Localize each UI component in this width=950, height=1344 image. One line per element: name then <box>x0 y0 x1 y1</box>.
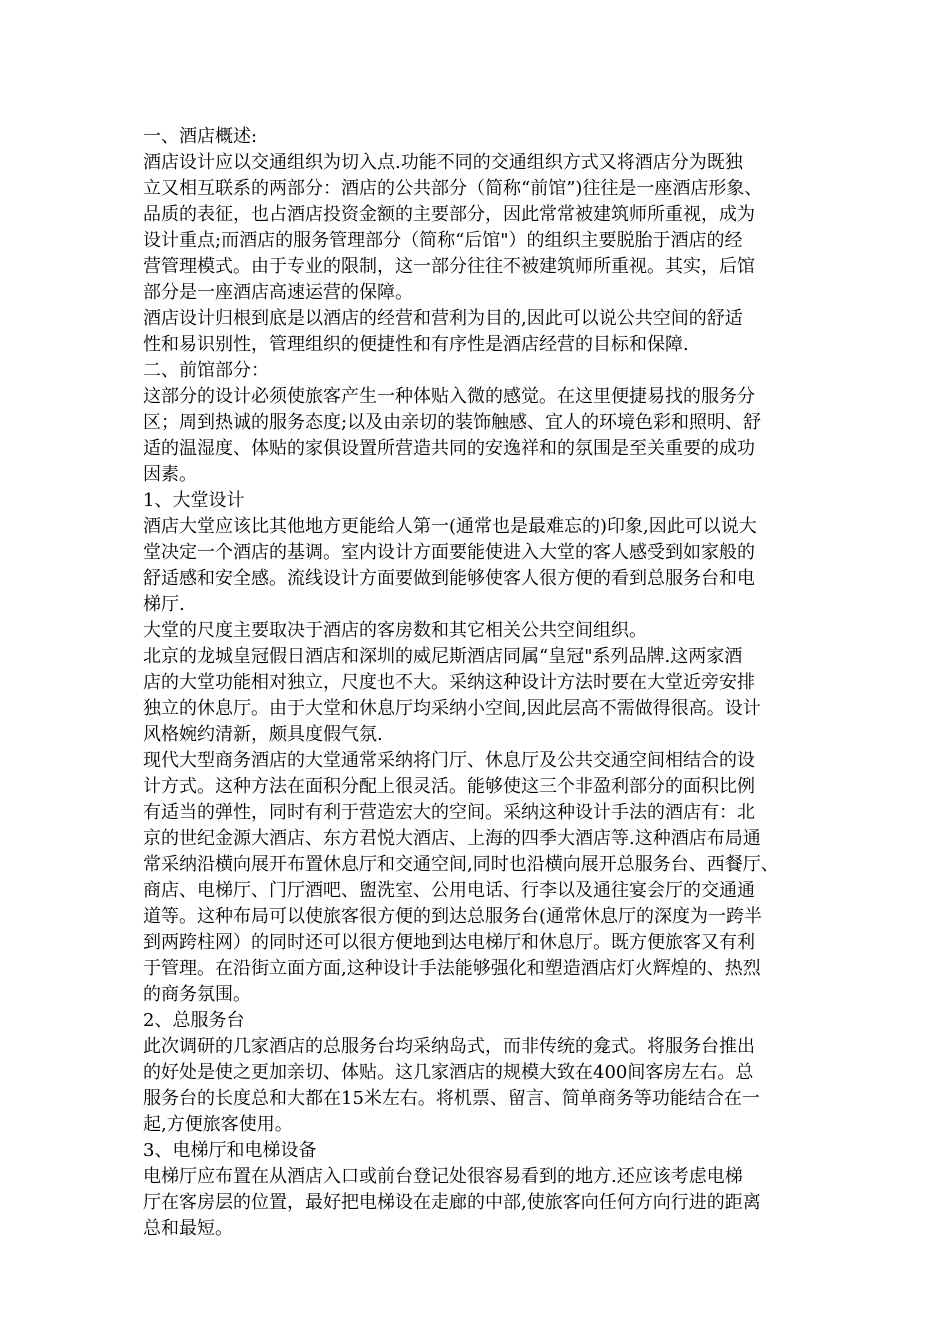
text-line: 起,方便旅客使用。 <box>143 1114 293 1135</box>
text-line: 的好处是使之更加亲切、体贴。这几家酒店的规模大致在400间客房左右。总 <box>143 1062 754 1083</box>
text-line: 区；周到热诚的服务态度;以及由亲切的装饰触感、宜人的环境色彩和照明、舒 <box>143 412 762 433</box>
text-line: 一、酒店概述: <box>143 126 258 147</box>
text-line: 酒店设计归根到底是以酒店的经营和营利为目的,因此可以说公共空间的舒适 <box>143 308 743 329</box>
text-line: 京的世纪金源大酒店、东方君悦大酒店、上海的四季大酒店等.这种酒店布局通 <box>143 828 761 849</box>
text-line: 于管理。在沿街立面方面,这种设计手法能够强化和塑造酒店灯火辉煌的、热烈 <box>143 958 761 979</box>
text-line: 二、前馆部分： <box>143 360 269 381</box>
text-line: 设计重点;而酒店的服务管理部分（简称“后馆"）的组织主要脱胎于酒店的经 <box>143 230 743 251</box>
text-line: 立又相互联系的两部分：酒店的公共部分（简称“前馆”)往往是一座酒店形象、 <box>143 178 763 199</box>
text-line: 常采纳沿横向展开布置休息厅和交通空间,同时也沿横向展开总服务台、西餐厅、 <box>143 854 779 875</box>
text-line: 梯厅. <box>143 594 185 615</box>
text-line: 1、大堂设计 <box>143 490 245 511</box>
text-line: 性和易识别性，管理组织的便捷性和有序性是酒店经营的目标和保障. <box>143 334 689 355</box>
text-line: 到两跨柱网）的同时还可以很方便地到达电梯厅和休息厅。既方便旅客又有利 <box>143 932 755 953</box>
text-line: 有适当的弹性，同时有利于营造宏大的空间。采纳这种设计手法的酒店有：北 <box>143 802 755 823</box>
text-line: 店的大堂功能相对独立，尺度也不大。采纳这种设计方法时要在大堂近旁安排 <box>143 672 755 693</box>
text-line: 现代大型商务酒店的大堂通常采纳将门厅、休息厅及公共交通空间相结合的设 <box>143 750 755 771</box>
text-line: 此次调研的几家酒店的总服务台均采纳岛式，而非传统的龛式。将服务台推出 <box>143 1036 755 1057</box>
text-line: 计方式。这种方法在面积分配上很灵活。能够使这三个非盈利部分的面积比例 <box>143 776 755 797</box>
text-line: 舒适感和安全感。流线设计方面要做到能够使客人很方便的看到总服务台和电 <box>143 568 755 589</box>
text-line: 因素。 <box>143 464 197 485</box>
text-line: 酒店设计应以交通组织为切入点.功能不同的交通组织方式又将酒店分为既独 <box>143 152 743 173</box>
text-line: 酒店大堂应该比其他地方更能给人第一(通常也是最难忘的)印象,因此可以说大 <box>143 516 757 537</box>
text-line: 3、电梯厅和电梯设备 <box>143 1140 317 1161</box>
text-line: 营管理模式。由于专业的限制，这一部分往往不被建筑师所重视。其实，后馆 <box>143 256 755 277</box>
text-line: 适的温湿度、体贴的家俱设置所营造共同的安逸祥和的氛围是至关重要的成功 <box>143 438 755 459</box>
text-line: 总和最短。 <box>143 1218 233 1239</box>
text-line: 部分是一座酒店高速运营的保障。 <box>143 282 413 303</box>
text-line: 堂决定一个酒店的基调。室内设计方面要能使进入大堂的客人感受到如家般的 <box>143 542 755 563</box>
text-line: 厅在客房层的位置，最好把电梯设在走廊的中部,使旅客向任何方向行进的距离 <box>143 1192 761 1213</box>
text-line: 这部分的设计必须使旅客产生一种体贴入微的感觉。在这里便捷易找的服务分 <box>143 386 755 407</box>
text-line: 北京的龙城皇冠假日酒店和深圳的威尼斯酒店同属“皇冠"系列品牌.这两家酒 <box>143 646 743 667</box>
text-line: 独立的休息厅。由于大堂和休息厅均采纳小空间,因此层高不需做得很高。设计 <box>143 698 761 719</box>
text-line: 2、总服务台 <box>143 1010 245 1031</box>
text-line: 电梯厅应布置在从酒店入口或前台登记处很容易看到的地方.还应该考虑电梯 <box>143 1166 743 1187</box>
text-line: 品质的表征，也占酒店投资金额的主要部分，因此常常被建筑师所重视，成为 <box>143 204 755 225</box>
text-line: 的商务氛围。 <box>143 984 251 1005</box>
text-line: 服务台的长度总和大都在15米左右。将机票、留言、简单商务等功能结合在一 <box>143 1088 760 1109</box>
text-line: 商店、电梯厅、门厅酒吧、盥洗室、公用电话、行李以及通往宴会厅的交通通 <box>143 880 755 901</box>
text-line: 大堂的尺度主要取决于酒店的客房数和其它相关公共空间组织。 <box>143 620 647 641</box>
text-line: 道等。这种布局可以使旅客很方便的到达总服务台(通常休息厅的深度为一跨半 <box>143 906 763 927</box>
text-line: 风格婉约清新，颇具度假气氛. <box>143 724 383 745</box>
